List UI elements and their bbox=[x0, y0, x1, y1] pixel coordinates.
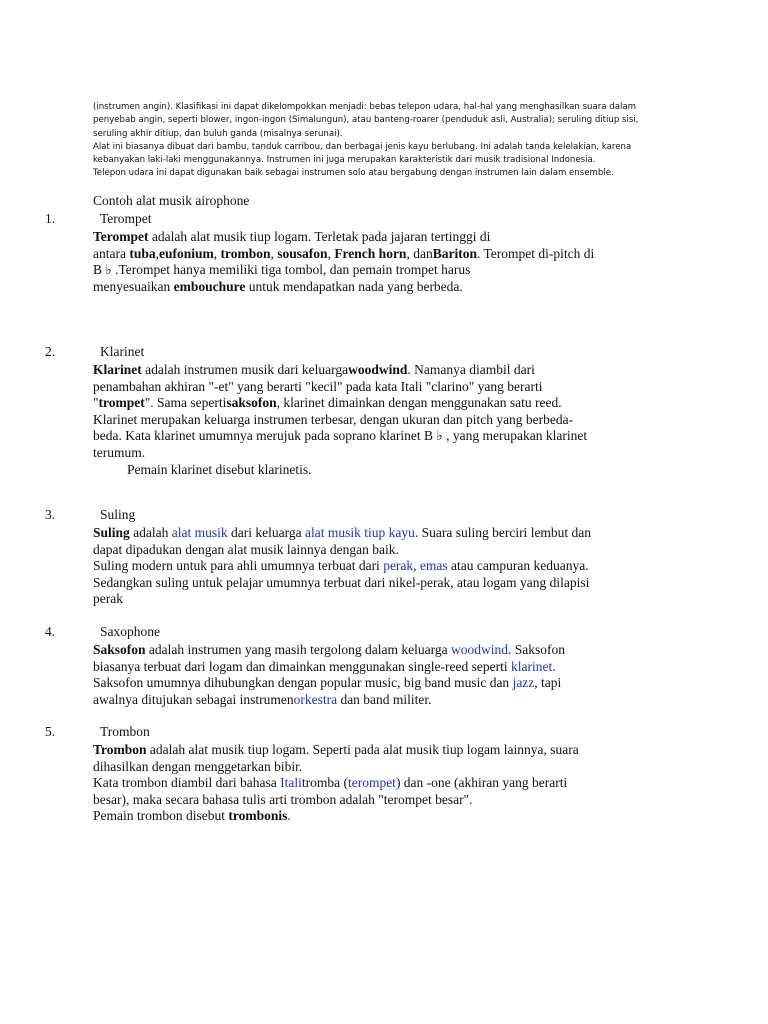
text-run: " bbox=[93, 395, 99, 411]
text-run: untuk mendapatkan nada yang berbeda. bbox=[245, 278, 463, 294]
text-run: dihasilkan dengan menggetarkan bibir. bbox=[93, 758, 303, 774]
text-run: . bbox=[287, 808, 291, 824]
text-run: dan band militer. bbox=[337, 691, 432, 707]
bold-term: Trombon bbox=[93, 742, 147, 757]
intro-line: kebanyakan laki-laki menggunakannya. Instrumen ini juga merupakan karakteristik dari musik tradisional Indonesia. bbox=[93, 155, 596, 166]
text-run: . Saksofon bbox=[507, 642, 565, 657]
bold-term: French horn bbox=[334, 245, 407, 261]
text-run: , klarinet dimainkan dengan menggunakan satu reed. bbox=[276, 395, 562, 411]
item-body bbox=[93, 742, 668, 825]
text-run: Kata trombon diambil dari bahasa bbox=[93, 775, 281, 791]
item-body bbox=[93, 642, 668, 708]
section-heading: Contoh alat musik airophone bbox=[93, 193, 250, 208]
body-line bbox=[93, 575, 668, 592]
bold-term: woodwind bbox=[348, 362, 408, 377]
text-run: besar), maka secara bahasa tulis arti trombon adalah "terompet besar". bbox=[93, 791, 473, 807]
text-run: dari keluarga bbox=[227, 525, 305, 540]
bold-term: Bariton bbox=[432, 245, 477, 261]
body-line bbox=[93, 675, 668, 692]
body-line bbox=[93, 742, 668, 759]
intro-line: seruling akhir ditiup, dan buluh ganda (misalnya serunai). bbox=[93, 128, 343, 139]
text-run: antara bbox=[93, 245, 130, 261]
text-run: . Terompet di-pitch di bbox=[476, 245, 595, 261]
text-run: ) dan -one (akhiran yang berarti bbox=[395, 775, 568, 791]
body-line bbox=[93, 525, 668, 542]
text-run: B ♭ .Terompet hanya memiliki tiga tombol, dan pemain trompet harus bbox=[93, 262, 471, 278]
body-line bbox=[93, 775, 668, 792]
body-line bbox=[93, 642, 668, 659]
inline-link[interactable]: terompet bbox=[347, 775, 396, 791]
item-title: Klarinet bbox=[100, 344, 145, 359]
text-run: beda. Kata klarinet umumnya merujuk pada soprano klarinet B ♭ , yang merupakan klarinet bbox=[93, 428, 588, 444]
text-run: , tapi bbox=[534, 675, 562, 691]
text-run: dapat dipadukan dengan alat musik lainnya dengan baik. bbox=[93, 541, 399, 557]
item-title: Saxophone bbox=[100, 624, 160, 639]
body-line bbox=[93, 759, 668, 776]
item-body bbox=[93, 525, 668, 608]
body-line bbox=[93, 542, 668, 559]
text-run: tromba ( bbox=[301, 775, 348, 791]
item-number: 2. bbox=[45, 344, 56, 359]
inline-link[interactable]: jazz bbox=[512, 675, 535, 691]
bold-term: saksofon bbox=[226, 395, 277, 411]
body-line bbox=[93, 445, 668, 462]
text-run: Suling modern untuk para ahli umumnya terbuat dari bbox=[93, 558, 384, 574]
text-run: ". Sama seperti bbox=[144, 395, 227, 411]
intro-paragraph bbox=[93, 101, 683, 181]
text-run: Saksofon umumnya dihubungkan dengan popular music, big band music dan bbox=[93, 675, 513, 691]
text-run: , bbox=[270, 245, 278, 261]
body-line bbox=[93, 591, 668, 608]
item-body bbox=[93, 229, 668, 295]
text-run: biasanya terbuat dari logam dan dimainkan menggunakan single-reed seperti bbox=[93, 658, 511, 674]
body-line bbox=[93, 692, 668, 709]
body-line bbox=[93, 229, 668, 246]
intro-line: Telepon udara ini dapat digunakan baik sebagai instrumen solo atau bergabung dengan instrumen lain dalam ensemble. bbox=[93, 168, 614, 179]
bold-term: embouchure bbox=[173, 278, 246, 294]
body-line bbox=[93, 808, 668, 825]
body-line bbox=[93, 659, 668, 676]
text-run: . Namanya diambil dari bbox=[407, 362, 535, 377]
item-title: Suling bbox=[100, 507, 136, 522]
item-title: Terompet bbox=[100, 211, 152, 226]
body-line bbox=[93, 362, 668, 379]
text-run: atau campuran keduanya. bbox=[447, 558, 589, 574]
bold-term: sousafon bbox=[277, 245, 328, 261]
bold-term: Saksofon bbox=[93, 642, 146, 657]
bold-term: tuba bbox=[129, 245, 156, 261]
text-run: . Suara suling berciri lembut dan bbox=[414, 525, 592, 540]
body-line bbox=[93, 558, 668, 575]
inline-link[interactable]: woodwind bbox=[450, 642, 508, 657]
inline-link[interactable]: alat musik tiup kayu bbox=[304, 525, 415, 540]
text-run: Sedangkan suling untuk pelajar umumnya terbuat dari nikel-perak, atau logam yang dilapisi bbox=[93, 574, 590, 590]
inline-link[interactable]: emas bbox=[419, 558, 448, 574]
text-run: . bbox=[552, 658, 556, 674]
text-run: , bbox=[327, 245, 335, 261]
text-run: awalnya ditujukan sebagai instrumen bbox=[93, 691, 294, 707]
intro-line: (instrumen angin). Klasifikasi ini dapat dikelompokkan menjadi: bebas telepon udara, hal-hal yang menghasilkan suara dalam bbox=[93, 102, 637, 112]
bold-term: Klarinet bbox=[93, 362, 142, 377]
text-run: adalah instrumen yang masih tergolong dalam keluarga bbox=[145, 642, 451, 657]
body-line bbox=[93, 792, 668, 809]
body-line bbox=[93, 279, 668, 296]
text-run: Klarinet merupakan keluarga instrumen terbesar, dengan ukuran dan pitch yang berbeda- bbox=[93, 411, 574, 427]
item-body bbox=[93, 362, 668, 478]
body-line bbox=[93, 462, 668, 479]
inline-link[interactable]: orkestra bbox=[293, 691, 338, 707]
item-number: 5. bbox=[45, 724, 56, 739]
body-line bbox=[93, 395, 668, 412]
text-run: Pemain klarinet disebut klarinetis. bbox=[127, 461, 312, 477]
bold-term: Terompet bbox=[93, 229, 149, 244]
inline-link[interactable]: alat musik bbox=[171, 525, 228, 540]
inline-link[interactable]: klarinet bbox=[510, 658, 553, 674]
text-run: adalah alat musik tiup logam. Terletak pada jajaran tertinggi di bbox=[148, 229, 491, 244]
body-line bbox=[93, 246, 668, 263]
text-run: menyesuaikan bbox=[93, 278, 174, 294]
bold-term: trombonis bbox=[228, 808, 288, 824]
text-run: , bbox=[155, 245, 159, 261]
text-run: penambahan akhiran "-et" yang berarti "kecil" pada kata Itali "clarino" yang berarti bbox=[93, 378, 543, 394]
body-line bbox=[93, 428, 668, 445]
text-run: , dan bbox=[406, 245, 433, 261]
body-line bbox=[93, 379, 668, 396]
item-number: 4. bbox=[45, 624, 56, 639]
body-line bbox=[93, 262, 668, 279]
intro-line: Alat ini biasanya dibuat dari bambu, tanduk carribou, dan berbagai jenis kayu berlubang. Ini adalah tanda kelelakian, karena bbox=[93, 141, 632, 152]
bold-term: trombon bbox=[220, 245, 271, 261]
body-line bbox=[93, 412, 668, 429]
item-number: 3. bbox=[45, 507, 56, 522]
inline-link[interactable]: perak bbox=[383, 558, 414, 574]
bold-term: Suling bbox=[93, 525, 130, 540]
text-run: adalah alat musik tiup logam. Seperti pada alat musik tiup logam lainnya, suara bbox=[146, 742, 579, 757]
text-run: perak bbox=[93, 591, 123, 607]
text-run: Pemain trombon disebut bbox=[93, 808, 229, 824]
text-run: , bbox=[413, 558, 420, 574]
item-number: 1. bbox=[45, 211, 56, 226]
bold-term: eufonium bbox=[159, 245, 214, 261]
text-run: adalah instrumen musik dari keluarga bbox=[141, 362, 349, 377]
text-run: , bbox=[213, 245, 221, 261]
intro-line: penyebab angin, seperti blower, ingon-ingon (Simalungun), atau banteng-roarer (penduduk asli, Australia); seruling ditiup sisi, bbox=[93, 115, 639, 126]
inline-link[interactable]: Itali bbox=[280, 775, 302, 791]
text-run: adalah bbox=[129, 525, 172, 540]
bold-term: trompet bbox=[98, 395, 145, 411]
text-run: terumum. bbox=[93, 444, 146, 460]
item-title: Trombon bbox=[100, 724, 150, 739]
